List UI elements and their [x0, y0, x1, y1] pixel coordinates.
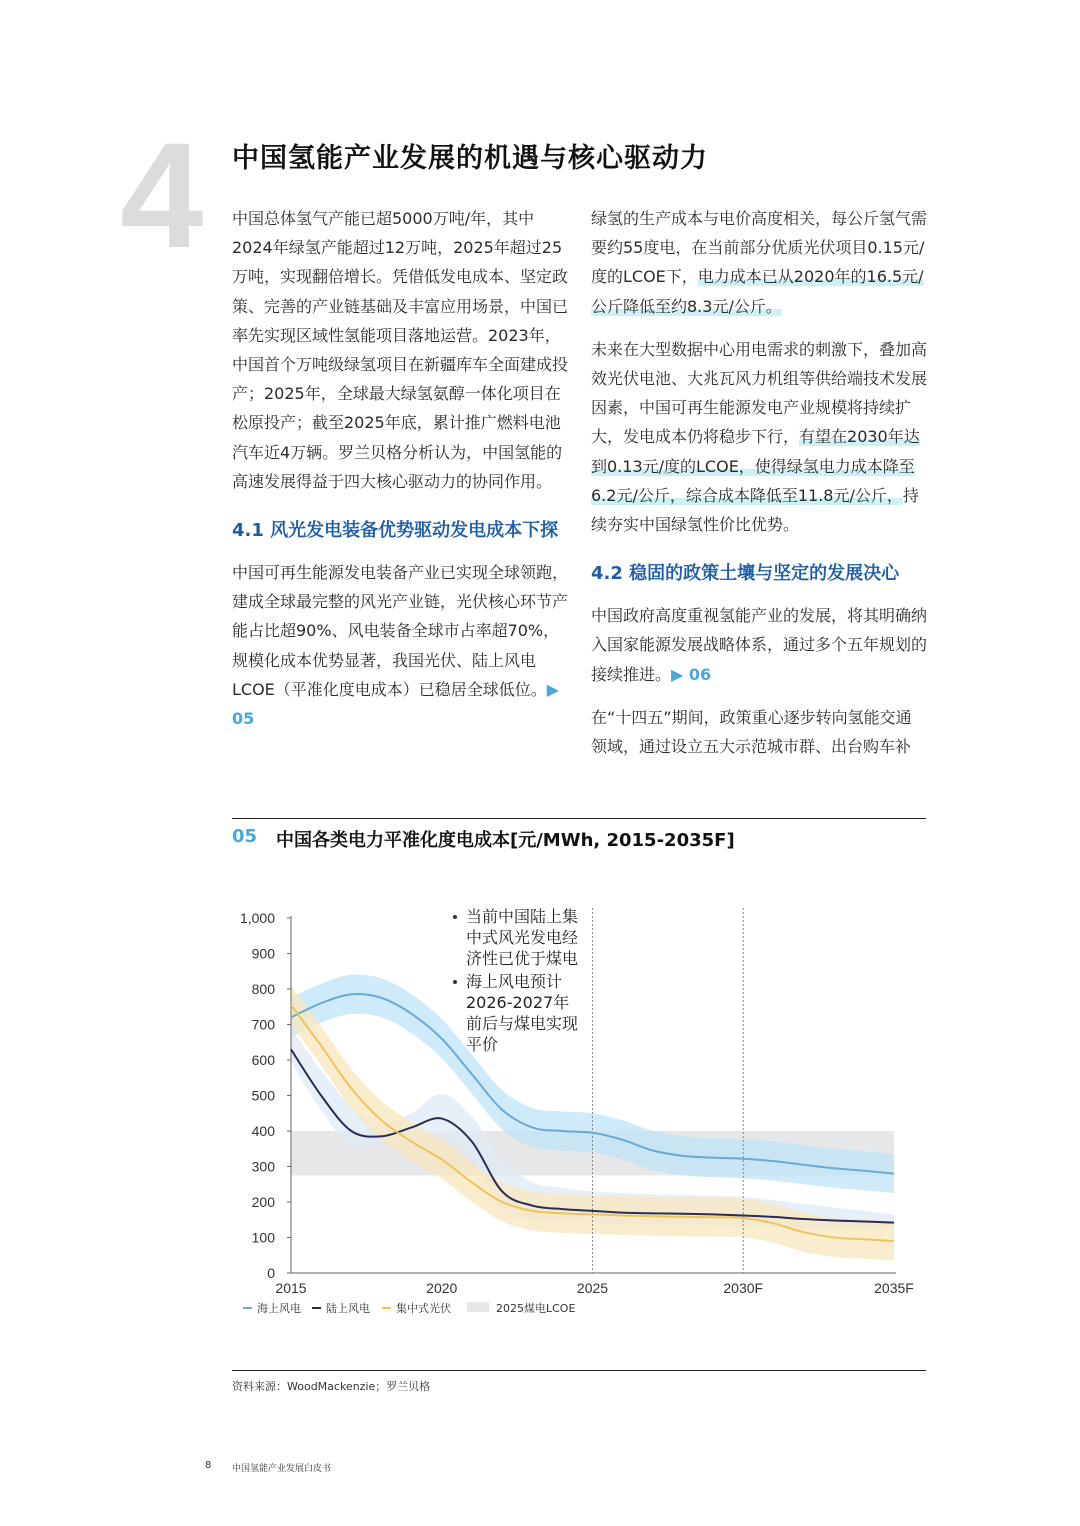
paragraph-4-2-text: 中国政府高度重视氢能产业的发展，将其明确纳入国家能源发展战略体系，通过多个五年规划的接续推进。: [591, 606, 928, 684]
legend-label: 陆上风电: [326, 1302, 370, 1315]
y-tick-label: 500: [251, 1087, 275, 1104]
heading-4-1: 4.1 风光发电装备优势驱动发电成本下探: [232, 520, 559, 542]
future-cost-text: 未来在大型数据中心用电需求的刺激下，叠加高效光伏电池、大兆瓦风力机组等供给端技术发展因素，中国可再生能源发电产业规模将持续扩大，发电成本仍将稳步下行，: [591, 339, 928, 447]
x-tick-label: 2030F: [723, 1280, 764, 1296]
annotation-line: 济性已优于煤电: [466, 949, 579, 968]
x-tick-label: 2020: [426, 1280, 458, 1296]
y-tick-label: 900: [251, 945, 275, 962]
intro-paragraph: 中国总体氢气产能已超5000万吨/年，其中2024年绿氢产能超过12万吨，2025年超过25万吨，实现翻倍增长。凭借低发电成本、坚定政策、完善的产业链基础及丰富应用场景，中国已率先实现区域性氢能项目落地运营。2023年，中国首个万吨级绿氢项目在新疆库车全面建成投产；2025年，全球最大绿氢氨醇一体化项目在松原投产；截至2025年底，累计推广燃料电池汽车近4万辆。罗兰贝格分析认为，中国氢能的高速发展得益于四大核心驱动力的协同作用。: [232, 209, 569, 491]
paragraph-4-1-text: 中国可再生能源发电装备产业已实现全球领跑，建成全球最完整的风光产业链，光伏核心环节产能占比超90%、风电装备全球市占率超70%，规模化成本优势显著，我国光伏、陆上风电LCOE（平准化度电成本）已稳居全球低位。: [232, 563, 569, 699]
legend-label: 2025煤电LCOE: [496, 1302, 576, 1315]
annotation-bullet: [453, 980, 457, 984]
annotation-line: 当前中国陆上集: [466, 907, 579, 926]
footer-doc-title: 中国氢能产业发展白皮书: [232, 1464, 332, 1474]
y-tick-label: 400: [251, 1123, 275, 1139]
y-tick-label: 100: [251, 1229, 275, 1246]
chart-number: 05: [232, 826, 258, 847]
electricity-cost-highlight: 电力成本已从2020年的16.5元/公斤降低至约8.3元/公斤。: [591, 267, 924, 316]
y-tick-label: 0: [267, 1265, 275, 1281]
annotation-line: 中式风光发电经: [466, 928, 579, 947]
figure-ref-06[interactable]: ▶ 06: [671, 664, 712, 684]
future-cost-highlight: 有望在2030年达到0.13元/度的LCOE，使得绿氢电力成本降至6.2元/公斤，综合成本降低至11.8元/公斤，: [591, 427, 920, 505]
source-note: 资料来源：WoodMackenzie；罗兰贝格: [232, 1380, 431, 1393]
y-tick-label: 800: [251, 981, 275, 997]
paragraph-4-2b: 在“十四五”期间，政策重心逐步转向氢能交通领域，通过设立五大示范城市群、出台购车补: [591, 707, 912, 757]
annotation-line: 海上风电预计: [466, 972, 563, 991]
heading-4-2: 4.2 稳固的政策土壤与坚定的发展决心: [591, 563, 900, 585]
y-tick-label: 300: [251, 1158, 275, 1175]
chart-bottom-rule: [232, 1370, 926, 1371]
legend-label: 集中式光伏: [396, 1302, 451, 1315]
annotation-line: 前后与煤电实现: [466, 1014, 579, 1033]
y-tick-label: 200: [251, 1194, 275, 1210]
y-tick-label: 700: [251, 1016, 275, 1033]
y-tick-label: 1,000: [239, 910, 275, 926]
chart-title: 中国各类电力平准化度电成本[元/MWh, 2015-2035F]: [276, 830, 735, 851]
x-tick-label: 2035F: [874, 1280, 914, 1296]
page-number: 8: [205, 1460, 212, 1471]
annotation-bullet: [453, 915, 457, 919]
legend-swatch-coal: [467, 1302, 489, 1312]
annotation-line: 平价: [466, 1035, 499, 1054]
electricity-cost-text: 绿氢的生产成本与电价高度相关，每公斤氢气需要约55度电，在当前部分优质光伏项目0.15元/度的LCOE下，: [591, 209, 928, 287]
annotation-line: 2026-2027年: [466, 993, 570, 1012]
y-tick-label: 600: [251, 1052, 275, 1068]
legend-label: 海上风电: [257, 1302, 301, 1315]
x-tick-label: 2025: [576, 1280, 609, 1296]
x-tick-label: 2015: [275, 1280, 307, 1296]
chapter-number: 4: [120, 111, 204, 279]
chapter-title: 中国氢能产业发展的机遇与核心驱动力: [232, 143, 708, 174]
figure-ref-05[interactable]: ▶ 05: [232, 679, 560, 729]
future-cost-tail: 持续夯实中国绿氢性价比优势。: [591, 485, 919, 535]
